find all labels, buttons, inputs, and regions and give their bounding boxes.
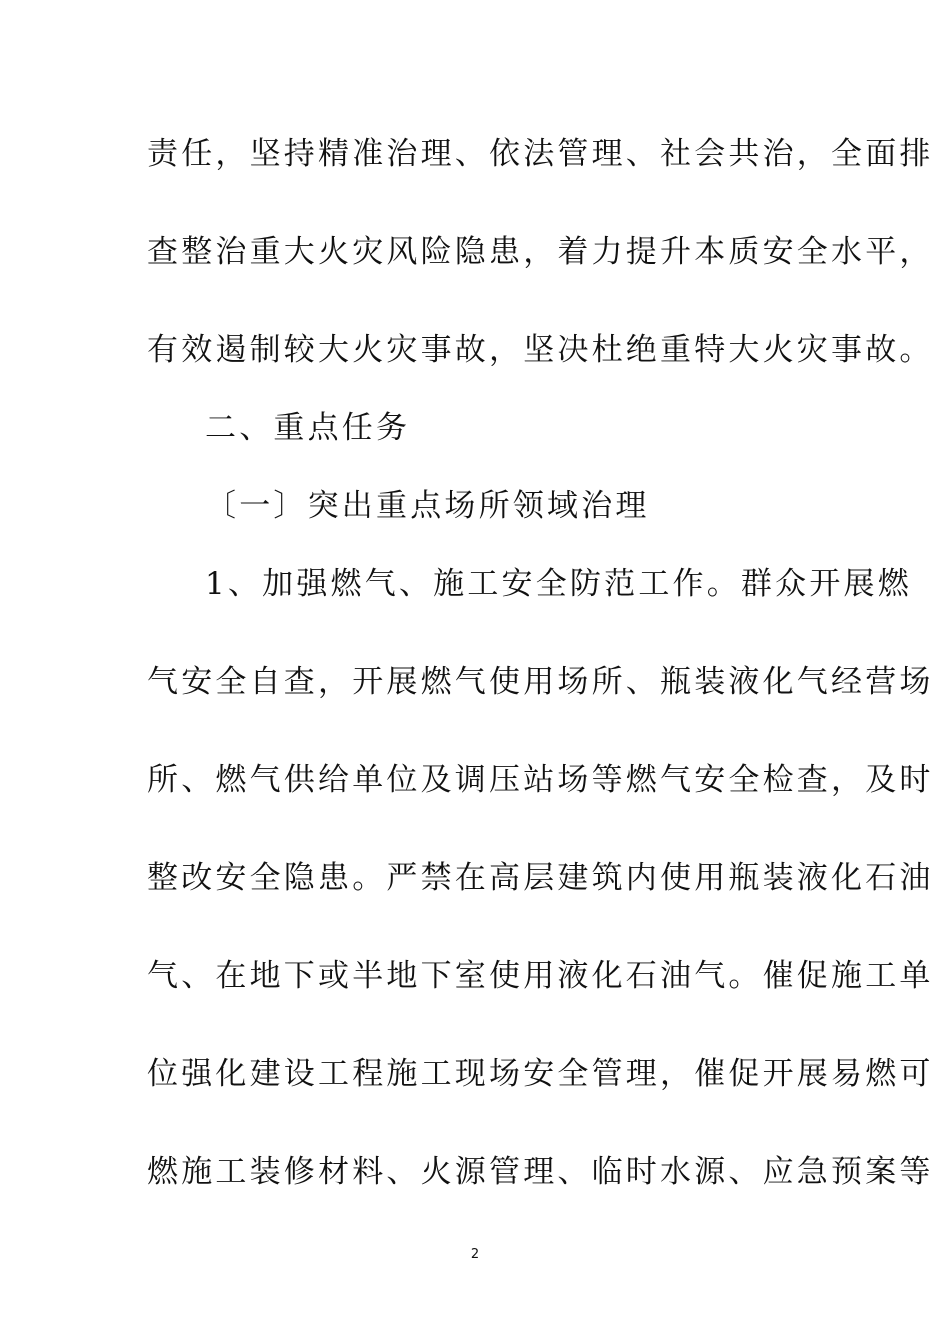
body-text-line: 整改安全隐患。严禁在高层建筑内使用瓶装液化石油 bbox=[147, 860, 934, 896]
body-text-line: 位强化建设工程施工现场安全管理，催促开展易燃可 bbox=[147, 1056, 934, 1092]
body-text-line: 所、燃气供给单位及调压站场等燃气安全检查，及时 bbox=[147, 762, 934, 798]
body-text-line: 查整治重大火灾风险隐患，着力提升本质安全水平， bbox=[147, 234, 934, 270]
body-text-line: 燃施工装修材料、火源管理、临时水源、应急预案等 bbox=[147, 1154, 934, 1190]
subsection-heading: 〔一〕突出重点场所领域治理 bbox=[205, 488, 650, 524]
section-heading: 二、重点任务 bbox=[205, 410, 411, 446]
body-text-line: 有效遏制较大火灾事故，坚决杜绝重特大火灾事故。 bbox=[147, 332, 934, 368]
page-number: 2 bbox=[470, 1247, 480, 1262]
body-text-line: 气安全自查，开展燃气使用场所、瓶装液化气经营场 bbox=[147, 664, 934, 700]
paragraph-start-line: 1、加强燃气、施工安全防范工作。群众开展燃 bbox=[205, 566, 912, 602]
body-text-line: 责任，坚持精准治理、依法管理、社会共治，全面排 bbox=[147, 136, 934, 172]
body-text-line: 气、在地下或半地下室使用液化石油气。催促施工单 bbox=[147, 958, 934, 994]
